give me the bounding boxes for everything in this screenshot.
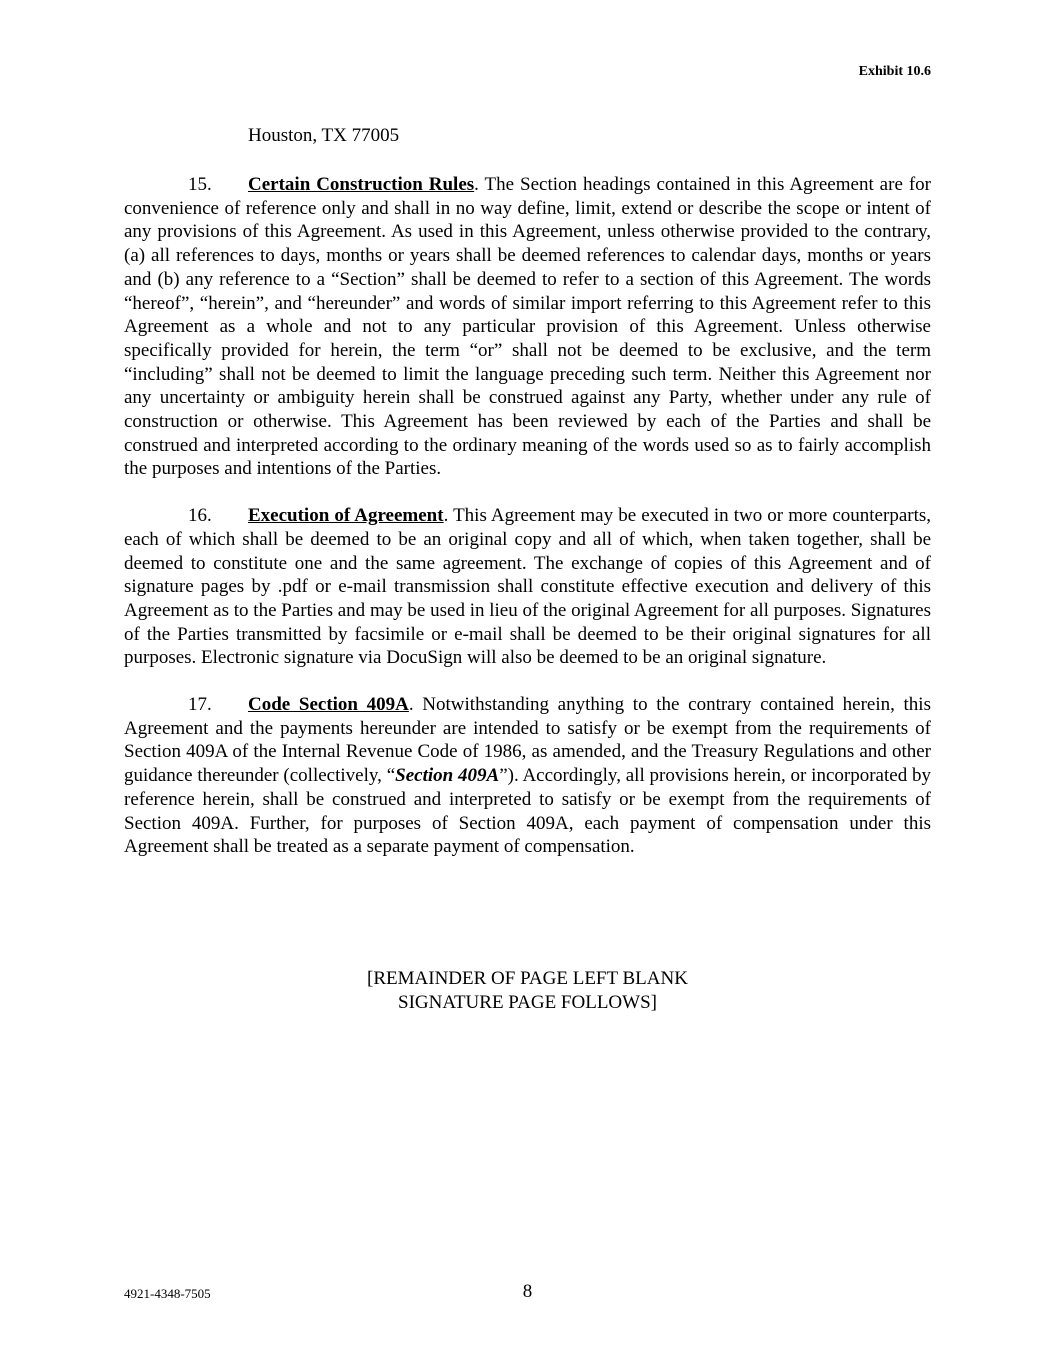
section-heading: Execution of Agreement: [248, 505, 444, 527]
section-text: ”). Accordingly, all provisions herein, or incorporated by reference herein, shall be construed and interpreted to satisfy or be exempt from the requirements of Section 409A. Further, for purposes of Section 409A, each payment of compensation under this Agreement shall be treated as a separate payment of compensation.: [124, 765, 931, 858]
page-number: 8: [522, 1281, 533, 1302]
section-text: . This Agreement may be executed in two or more counterparts, each of which shall be deemed to be an original copy and all of which, when taken together, shall be deemed to constitute one and the same agreement. The exchange of copies of this Agreement and of signature pages by .pdf or e-mail transmission shall constitute effective execution and delivery of this Agreement as to the Parties and may be used in lieu of the original Agreement for all purposes. Signatures of the Parties transmitted by facsimile or e-mail shall be deemed to be their original signatures for all purposes. Electronic signature via DocuSign will also be deemed to be an original signature.: [124, 505, 932, 669]
remainder-notice: [0, 967, 1055, 1015]
section-number: 17.: [188, 694, 212, 716]
section-15: [124, 173, 931, 481]
section-text: . Notwithstanding anything to the contrary contained herein, this Agreement and the payments hereunder are intended to satisfy or be exempt from the requirements of Section 409A of the Internal Revenue Code of 1986, as amended, and the Treasury Regulations and other guidance thereunder (collectively, “: [124, 694, 931, 787]
document-body: [124, 173, 931, 882]
remainder-line-2: SIGNATURE PAGE FOLLOWS]: [398, 992, 657, 1013]
address-line: Houston, TX 77005: [248, 125, 400, 146]
section-text: . The Section headings contained in this Agreement are for convenience of reference only and shall in no way define, limit, extend or describe the scope or intent of any provisions of this Agreement. As used in this Agreement, unless otherwise provided to the contrary, (a) all references to days, months or years shall be deemed references to calendar days, months or years and (b) any reference to a “Section” shall be deemed to refer to a section of this Agreement. The words “hereof”, “herein”, and “hereunder” and words of similar import referring to this Agreement refer to this Agreement as a whole and not to any particular provision of this Agreement. Unless otherwise specifically provided for herein, the term “or” shall not be deemed to be exclusive, and the term “including” shall not be deemed to limit the language preceding such term. Neither this Agreement nor any uncertainty or ambiguity herein shall be construed against any Party, whether under any rule of construction or otherwise. This Agreement has been reviewed by each of the Parties and shall be construed and interpreted according to the ordinary meaning of the words used so as to fairly accomplish the purposes and intentions of the Parties.: [124, 174, 931, 480]
section-16: [124, 504, 931, 670]
defined-term: Section 409A: [395, 765, 500, 787]
exhibit-label: Exhibit 10.6: [858, 64, 931, 79]
document-id: 4921-4348-7505: [124, 1286, 211, 1301]
section-number: 15.: [188, 174, 212, 195]
section-number: 16.: [188, 505, 212, 527]
section-17: [124, 693, 931, 859]
section-heading: Certain Construction Rules: [248, 174, 475, 195]
section-heading: Code Section 409A: [248, 694, 409, 716]
remainder-line-1: [REMAINDER OF PAGE LEFT BLANK: [367, 968, 688, 989]
